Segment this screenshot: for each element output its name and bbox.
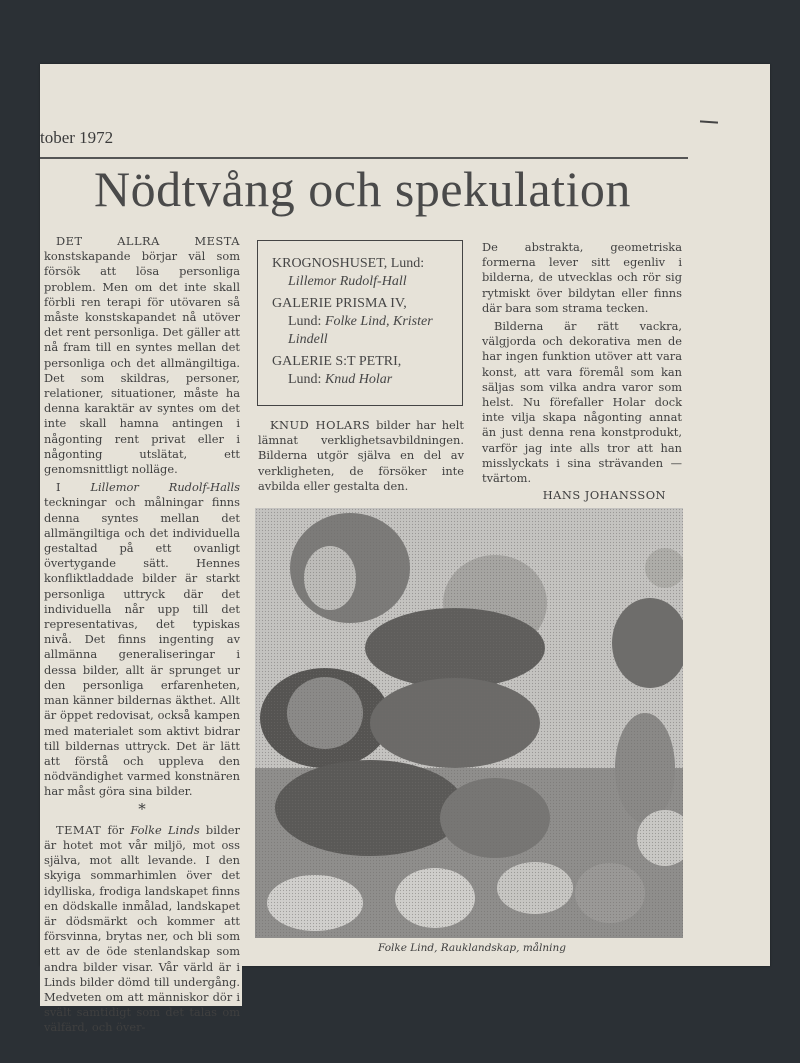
date-line: tober 1972 (40, 128, 114, 147)
lead-caps: DET ALLRA MESTA (56, 234, 240, 248)
infobox-entry (272, 353, 452, 389)
painting-photo (255, 508, 683, 938)
artists: Lillemor Rudolf-Hall (288, 274, 407, 289)
venue: GALERIE PRISMA IV, (272, 296, 407, 311)
middle-column (258, 418, 464, 494)
artist-names: Folke Lind, Krister Lindell (288, 314, 433, 347)
artist-name: Folke Linds (130, 822, 200, 837)
paragraph (44, 234, 240, 477)
headline: Nödtvång och spekulation (94, 161, 631, 217)
paragraph (44, 823, 240, 1036)
exhibition-infobox (257, 240, 463, 406)
venue: KROGNOSHUSET, Lund: (272, 256, 425, 271)
artist-name: Lillemor Rudolf-Halls (90, 480, 240, 495)
paragraph: De abstrakta, geometriska formerna lever sitt egenliv i bilderna, de utvecklas och rör sig rytmiskt över bildytan eller finns där bara som strama tecken. (482, 240, 682, 315)
lead-caps: KNUD HOLARS (270, 418, 371, 432)
city: Lund: (288, 372, 325, 387)
paragraph (44, 480, 240, 799)
byline: HANS JOHANSSON (542, 488, 666, 503)
paragraph-text: bilder har helt lämnat verklighetsavbildningen. Bilderna utgör själva en del av verkligheten, de försöker inte avbilda eller gestalta den. (258, 418, 464, 493)
paragraph-text: I (56, 480, 91, 495)
paragraph-text: för (101, 822, 131, 837)
artists (272, 313, 452, 349)
infobox-entry (272, 255, 452, 291)
paragraph-text: konstskapande börjar väl som försök att lösa personliga problem. Men om det inte skall förbli ren terapi för utövaren så måste konstskapandet nå utöver det rent personliga. Det gäller att nå fram till en syntes mellan det personliga och det allmängiltiga. Det som skildras, personer, relationer, situationer, måste ha denna karaktär av syntes om det inte skall hamna antingen i någonting rent privat eller i någonting utslätat, ett genomsnittligt nolläge. (44, 249, 240, 477)
halftone-painting-image (255, 508, 683, 938)
lead-caps: TEMAT (56, 822, 102, 837)
artist-names: Knud Holar (324, 372, 393, 387)
paragraph (258, 418, 464, 494)
venue: GALERIE S:T PETRI, (272, 354, 402, 369)
paragraph-text: teckningar och målningar finns denna syntes mellan det allmängiltiga och det individuella gestaltad på ett ovanligt övertygande sätt. Hennes konfliktladdade bilder är starkt personliga uttryck där det individuella når upp till det representativas, det typiskas nivå. Det finns ingenting av allmänna generaliseringar i dessa bilder, allt är sprunget ur den personliga erfarenheten, man känner bildernas äkthet. Allt är öppet redovisat, också kampen med materialet som aktivt bidrar till bildernas uttryck. Det är lätt att förstå och uppleva den nödvändighet varmed konstnären har måst göra sina bilder. (44, 495, 240, 799)
artists (272, 371, 452, 389)
infobox-entry (272, 295, 452, 349)
asterisk-separator: * (138, 799, 146, 818)
left-column (44, 234, 240, 1036)
paragraph: Bilderna är rätt vackra, välgjorda och dekorativa men de har ingen funktion utöver att vara konst, att vara föremål som kan säljas som vilka andra varor som helst. Nu förefaller Holar dock inte vilja skapa någonting annat än just denna rena konstprodukt, varför jag inte alls tror att han misslyckats i sina strävanden — tvärtom. (482, 319, 682, 486)
header-rule (40, 157, 688, 159)
city: Lund: (288, 314, 325, 329)
paragraph-text: bilder är hotet mot vår miljö, mot oss själva, mot allt levande. I den skyiga sommarhimlen över det idylliska, frodiga landskapet finns en dödskalle inmålad, landskapet är dödsmärkt och kommer att försvinna, brytas ner, och bli som ett av de öde stenlandskap som andra bilder visar. Vår värld är i Linds bilder dömd till undergång. Medveten om att människor dör i svält samtidigt som det talas om välfärd, och över- (44, 822, 240, 1035)
photo-caption: Folke Lind, Rauklandskap, målning (377, 942, 566, 954)
right-column (482, 240, 682, 503)
